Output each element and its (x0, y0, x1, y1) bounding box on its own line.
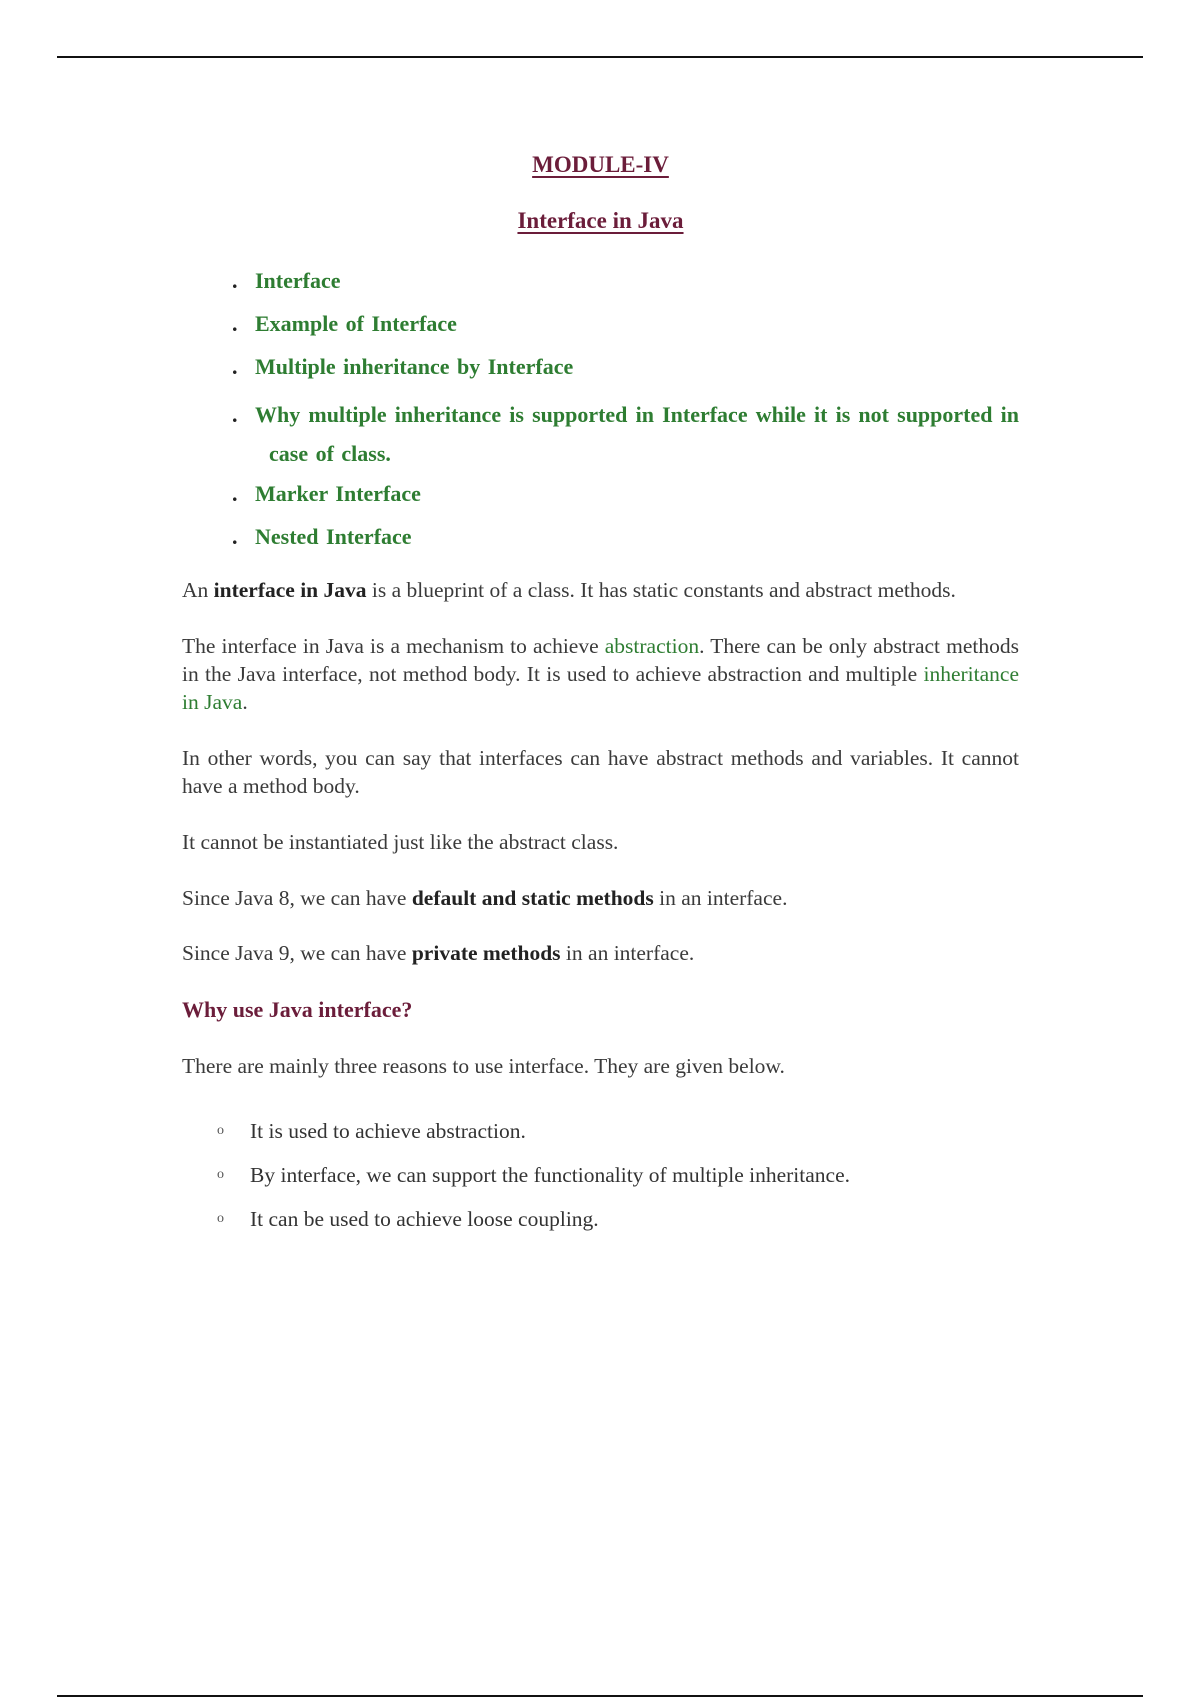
reason-list (182, 1116, 1019, 1234)
bullet-icon: . (232, 481, 238, 506)
circle-bullet-icon: o (217, 1167, 224, 1182)
reasons-intro: There are mainly three reasons to use interface. They are given below. (182, 1054, 785, 1078)
topic-item: . Why multiple inheritance is supported in Interface while it is not supported in case of class. (232, 395, 1019, 473)
definition-paragraph: An interface in Java is a blueprint of a class. It has static constants and abstract methods. (182, 578, 956, 602)
java9-paragraph: Since Java 9, we can have private methods in an interface. (182, 941, 695, 965)
bullet-icon: . (232, 402, 238, 427)
topic-item: . Interface (232, 266, 1019, 296)
page-title: Interface in Java (517, 208, 684, 233)
abstraction-link[interactable]: abstraction (604, 634, 700, 658)
bullet-icon: . (232, 354, 238, 379)
inheritance-link[interactable]: inheritance in Java (182, 662, 1019, 714)
reason-item: o It is used to achieve abstraction. (217, 1116, 1019, 1146)
reason-item: o It can be used to achieve loose coupling. (217, 1204, 1019, 1234)
bottom-rule (57, 1695, 1143, 1697)
topic-item: . Marker Interface (232, 479, 1019, 509)
page-body (182, 150, 1019, 1248)
other-words-paragraph: In other words, you can say that interfaces can have abstract methods and variables. It cannot have a method body. (182, 746, 1019, 798)
topic-list (182, 266, 1019, 552)
bullet-icon: . (232, 524, 238, 549)
topic-item: . Multiple inheritance by Interface (232, 352, 1019, 382)
reason-item: o By interface, we can support the functionality of multiple inheritance. (217, 1160, 1019, 1190)
top-rule (57, 56, 1143, 58)
instantiation-paragraph: It cannot be instantiated just like the abstract class. (182, 830, 619, 854)
circle-bullet-icon: o (217, 1211, 224, 1226)
java8-paragraph: Since Java 8, we can have default and static methods in an interface. (182, 886, 788, 910)
module-title: MODULE-IV (532, 152, 669, 177)
topic-item: . Nested Interface (232, 522, 1019, 552)
circle-bullet-icon: o (217, 1123, 224, 1138)
mechanism-paragraph: The interface in Java is a mechanism to achieve abstraction. There can be only abstract methods in the Java interface, not method body. It is used to achieve abstraction and multiple inheritance in Java. (182, 634, 1019, 714)
bullet-icon: . (232, 268, 238, 293)
topic-item: . Example of Interface (232, 309, 1019, 339)
bullet-icon: . (232, 311, 238, 336)
why-heading: Why use Java interface? (182, 997, 413, 1022)
